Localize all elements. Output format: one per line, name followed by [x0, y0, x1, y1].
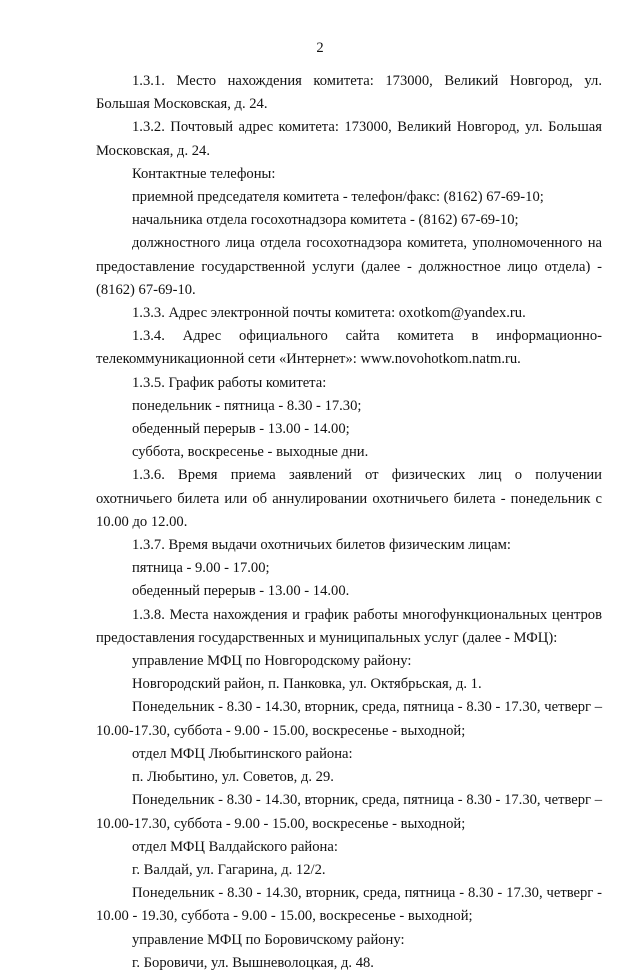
paragraph: понедельник - пятница - 8.30 - 17.30; [132, 397, 362, 414]
paragraph: 1.3.6. Время приема заявлений от физических лиц о получении охотничьего билета или об аннулировании охотничьего билета - понедельник с 10.00 до 12.00. [96, 467, 602, 530]
paragraph: г. Валдай, ул. Гагарина, д. 12/2. [132, 861, 326, 878]
paragraph: приемной председателя комитета - телефон/факс: (8162) 67-69-10; [132, 189, 544, 206]
paragraph: суббота, воскресенье - выходные дни. [132, 444, 369, 461]
document-body [96, 70, 602, 975]
paragraph: 1.3.2. Почтовый адрес комитета: 173000, Великий Новгород, ул. Большая Московская, д. 24. [96, 119, 602, 159]
paragraph: пятница - 9.00 - 17.00; [132, 560, 270, 577]
paragraph: должностного лица отдела госохотнадзора комитета, уполномоченного на предоставление государственной услуги (далее - должностное лицо отдела) - (8162) 67-69-10. [96, 235, 602, 298]
paragraph: начальника отдела госохотнадзора комитета - (8162) 67-69-10; [132, 212, 519, 229]
paragraph: 1.3.8. Места нахождения и график работы многофункциональных центров предоставления государственных и муниципальных услуг (далее - МФЦ): [96, 606, 602, 646]
paragraph: управление МФЦ по Боровичскому району: [132, 931, 405, 948]
paragraph: обеденный перерыв - 13.00 - 14.00. [132, 583, 350, 600]
paragraph: Понедельник - 8.30 - 14.30, вторник, среда, пятница - 8.30 - 17.30, четверг – 10.00-17.30, суббота - 9.00 - 15.00, воскресенье - выходной; [96, 792, 602, 832]
paragraph: управление МФЦ по Новгородскому району: [132, 653, 412, 670]
paragraph: 1.3.7. Время выдачи охотничьих билетов физическим лицам: [132, 537, 511, 554]
paragraph: 1.3.1. Место нахождения комитета: 173000, Великий Новгород, ул. Большая Московская, д. 24. [96, 73, 602, 113]
paragraph: Новгородский район, п. Панковка, ул. Октябрьская, д. 1. [132, 676, 482, 693]
paragraph: Понедельник - 8.30 - 14.30, вторник, среда, пятница - 8.30 - 17.30, четверг – 10.00-17.30, суббота - 9.00 - 15.00, воскресенье - выходной; [96, 699, 602, 739]
paragraph: Контактные телефоны: [132, 165, 276, 182]
paragraph: 1.3.5. График работы комитета: [132, 374, 327, 391]
paragraph: г. Боровичи, ул. Вышневолоцкая, д. 48. [132, 954, 374, 971]
paragraph: Понедельник - 8.30 - 14.30, вторник, среда, пятница - 8.30 - 17.30, четверг - 10.00 - 19.30, суббота - 9.00 - 15.00, воскресенье - выходной; [96, 885, 602, 925]
paragraph: п. Любытино, ул. Советов, д. 29. [132, 769, 334, 786]
page-number: 2 [316, 40, 324, 56]
paragraph: обеденный перерыв - 13.00 - 14.00; [132, 421, 350, 438]
paragraph: 1.3.3. Адрес электронной почты комитета: oxotkom@yandex.ru. [132, 305, 526, 322]
paragraph: отдел МФЦ Валдайского района: [132, 838, 338, 855]
paragraph: 1.3.4. Адрес официального сайта комитета в информационно-телекоммуникационной сети «Интернет»: www.novohotkom.natm.ru. [96, 328, 602, 368]
paragraph: отдел МФЦ Любытинского района: [132, 745, 353, 762]
